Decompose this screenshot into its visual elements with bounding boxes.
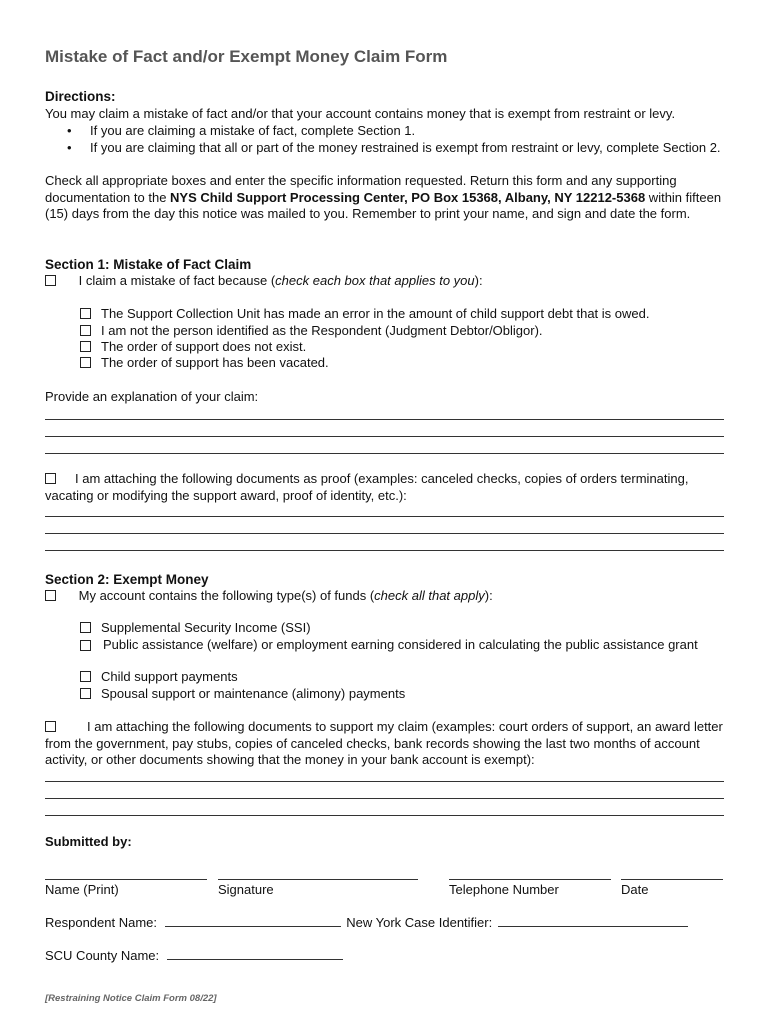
option-checkbox[interactable] xyxy=(80,308,91,319)
directions-heading: Directions: xyxy=(45,89,116,104)
section2-heading: Section 2: Exempt Money xyxy=(45,572,209,587)
option-checkbox[interactable] xyxy=(80,357,91,368)
section1-option: The order of support has been vacated. xyxy=(80,355,329,372)
attach-line[interactable] xyxy=(45,550,724,551)
attach-line[interactable] xyxy=(45,516,724,517)
exempt-money-checkbox[interactable] xyxy=(45,590,56,601)
claim-label: I claim a mistake of fact because (check each box that applies to you): xyxy=(78,273,483,288)
bullet-icon: • xyxy=(67,140,72,155)
section1-option: I am not the person identified as the Respondent (Judgment Debtor/Obligor). xyxy=(80,323,543,340)
name-line[interactable] xyxy=(45,879,207,880)
explanation-line[interactable] xyxy=(45,453,724,454)
option-checkbox[interactable] xyxy=(80,341,91,352)
attach-proof-checkbox[interactable] xyxy=(45,473,56,484)
section1-heading: Section 1: Mistake of Fact Claim xyxy=(45,257,252,272)
name-label: Name (Print) xyxy=(45,882,119,897)
section1-claim-row xyxy=(45,273,483,290)
bullet-icon: • xyxy=(67,123,72,138)
explanation-label: Provide an explanation of your claim: xyxy=(45,389,259,404)
section1-attach-row: I am attaching the following documents as proof (examples: canceled checks, copies of orders terminating, vacating or modifying the support award, proof of identity, etc.): xyxy=(45,471,689,503)
respondent-name-row: Respondent Name: New York Case Identifier: xyxy=(45,915,688,930)
attach-line[interactable] xyxy=(45,533,724,534)
form-title: Mistake of Fact and/or Exempt Money Claim Form xyxy=(45,47,448,66)
explanation-line[interactable] xyxy=(45,419,724,420)
funds-label: My account contains the following type(s) of funds (check all that apply): xyxy=(78,588,493,603)
county-row: SCU County Name: xyxy=(45,948,343,963)
telephone-line[interactable] xyxy=(449,879,611,880)
attach-line[interactable] xyxy=(45,815,724,816)
attach-line[interactable] xyxy=(45,798,724,799)
explanation-line[interactable] xyxy=(45,436,724,437)
option-checkbox[interactable] xyxy=(80,671,91,682)
respondent-name-field[interactable] xyxy=(165,915,341,927)
date-line[interactable] xyxy=(621,879,723,880)
signature-line[interactable] xyxy=(218,879,418,880)
section1-option: The Support Collection Unit has made an error in the amount of child support debt that is owed. xyxy=(80,306,649,323)
mailing-address: NYS Child Support Processing Center, PO Box 15368, Albany, NY 12212-5368 xyxy=(170,189,646,205)
directions-instructions: Check all appropriate boxes and enter the specific information requested. Return this form and any supporting documentation to the NYS Child Support Processing Center, PO Box 15368, Albany, NY 12212-5368 within fifteen (15) days from the day this notice was mailed to you. Remember to print your name, and sign and date the form. xyxy=(45,173,722,221)
signature-label: Signature xyxy=(218,882,274,897)
submitted-heading: Submitted by: xyxy=(45,834,132,849)
attach-line[interactable] xyxy=(45,781,724,782)
section2-option: Supplemental Security Income (SSI) xyxy=(80,620,311,637)
attach-support-checkbox[interactable] xyxy=(45,721,56,732)
county-name-field[interactable] xyxy=(167,948,343,960)
case-identifier-field[interactable] xyxy=(498,915,688,927)
section2-option: Child support payments xyxy=(80,669,238,686)
option-checkbox[interactable] xyxy=(80,688,91,699)
section1-option: The order of support does not exist. xyxy=(80,339,306,356)
section2-option: Public assistance (welfare) or employment earning considered in calculating the public assistance grant xyxy=(80,637,730,654)
form-footer: [Restraining Notice Claim Form 08/22] xyxy=(45,993,217,1004)
directions-intro: You may claim a mistake of fact and/or that your account contains money that is exempt from restraint or levy. xyxy=(45,106,676,121)
option-checkbox[interactable] xyxy=(80,622,91,633)
telephone-label: Telephone Number xyxy=(449,882,559,897)
date-label: Date xyxy=(621,882,649,897)
option-checkbox[interactable] xyxy=(80,640,91,651)
section2-attach-row: I am attaching the following documents to support my claim (examples: court orders of support, an award letter from the government, pay stubs, copies of canceled checks, bank records showing the last two months of account activity, or other documents showing that the money in your bank account is exempt): xyxy=(45,719,723,767)
option-checkbox[interactable] xyxy=(80,325,91,336)
section2-funds-row xyxy=(45,588,493,605)
section2-option: Spousal support or maintenance (alimony) payments xyxy=(80,686,405,703)
mistake-of-fact-checkbox[interactable] xyxy=(45,275,56,286)
